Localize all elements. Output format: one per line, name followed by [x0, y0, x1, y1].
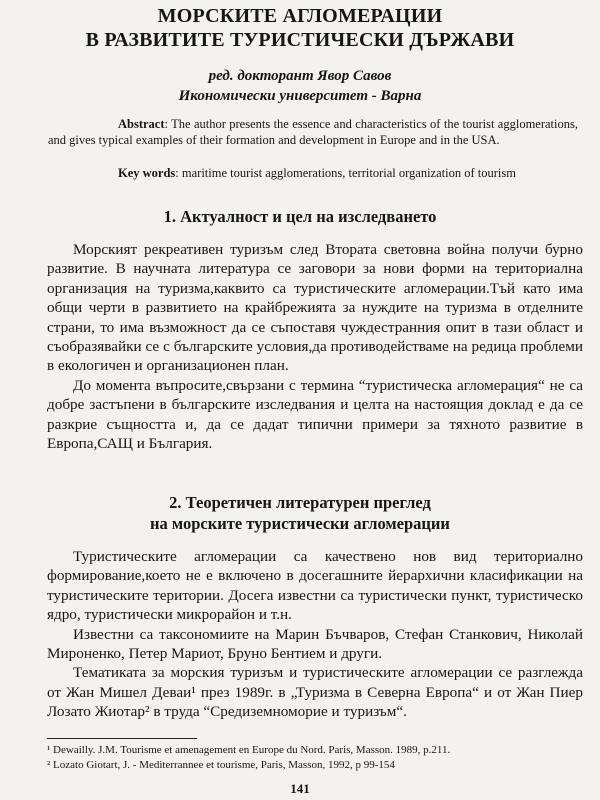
footnote-1: ¹ Dewailly. J.M. Tourisme et amenagement en Europe du Nord. Paris, Masson. 1989, p.211. — [47, 744, 451, 756]
paragraph: До момента въпросите,свързани с термина “туристическа агломерация“ не са добре застъпени в българските изследвания и целта на настоящия доклад е да се разкрие същността и, да се дадат типични примери за тяхното развитие в Европа,САЩ и България. — [47, 376, 583, 453]
author-name: ред. докторант Явор Савов — [208, 68, 392, 84]
section-2-heading-line2: на морските туристически агломерации — [150, 514, 450, 533]
paragraph: Морският рекреативен туризъм след Втората световна война получи бурно развитие. В научната литература се заговори за нови форми на териториална организация на туризма,каквито са туристическите агломерации.Тъй като има общи черти в развитието на крайбрежията за нуждите на туризма в отделните страни, то има възможност да се съпоставя чуждестранния опит в тази област и съобразявайки се с българските условия,да противодействаме на редица проблеми в екологичен и организационен план. — [47, 241, 583, 375]
section-1-body — [47, 240, 583, 453]
page-number: 141 — [290, 781, 310, 796]
author-affiliation: Икономически университет - Варна — [178, 88, 422, 104]
keywords-text: : maritime tourist agglomerations, territorial organization of tourism — [175, 166, 516, 180]
paper-title-line2: В РАЗВИТИТЕ ТУРИСТИЧЕСКИ ДЪРЖАВИ — [85, 29, 515, 51]
abstract-label: Abstract — [118, 117, 165, 131]
section-1-heading: 1. Актуалност и цел на изследването — [163, 207, 437, 226]
paper-title-line1: МОРСКИТЕ АГЛОМЕРАЦИИ — [157, 5, 443, 27]
footnote-divider — [47, 738, 197, 739]
paragraph: Известни са таксономиите на Марин Бъчваров, Стефан Станкович, Николай Мироненко, Петер Мариот, Бруно Бентием и други. — [47, 625, 583, 663]
section-2-heading-line1: 2. Теоретичен литературен преглед — [169, 493, 431, 512]
keywords — [48, 165, 588, 181]
footnote-2: ² Lozato Giotart, J. - Mediterrannee et tourisme, Paris, Masson, 1992, p 99-154 — [47, 759, 395, 771]
paragraph: Тематиката за морския туризъм и туристическите агломерации се разглежда от Жан Мишел Деваи¹ през 1989г. в „Туризма в Северна Европа“ и от Жан Пиер Лозато Жиотар² в труда “Средиземноморие и туризъм“. — [47, 664, 583, 721]
abstract — [48, 116, 578, 148]
keywords-label: Key words — [118, 166, 176, 180]
abstract-text: : The author presents the essence and characteristics of the tourist agglomerations, and gives typical examples of their formation and development in Europe and in the USA. — [48, 117, 578, 147]
paragraph: Туристическите агломерации са качествено нов вид териториално формирование,което не е включено в досегашните йерархични класификации на туристическите територии. Досега известни са туристически пункт, туристическо ядро, туристически микрорайон и т.н. — [47, 548, 583, 624]
section-2-body — [47, 547, 583, 722]
